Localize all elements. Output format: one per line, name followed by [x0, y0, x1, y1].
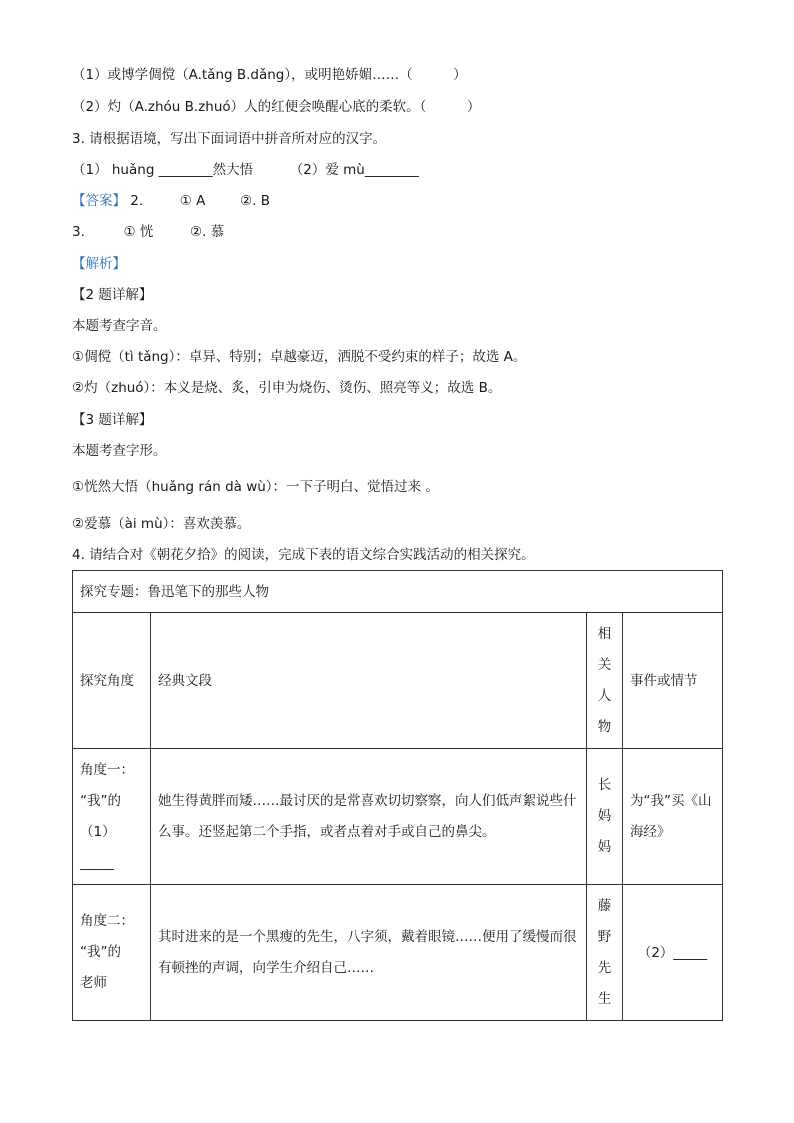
row1-person-char: 妈 — [597, 839, 612, 855]
row1-passage-text: 她生得黄胖而矮……最讨厌的是常喜欢切切察察，向人们低声絮说些什么事。还竖起第二个手指，或者点着对手或自己的鼻尖。 — [158, 792, 577, 840]
q2-detail-heading: 【2 题详解】 — [72, 287, 153, 303]
row2-passage — [151, 885, 587, 1021]
row2-angle-line: 老师 — [80, 975, 107, 991]
row2-person-char: 先 — [597, 959, 612, 976]
header-person-char: 相 — [597, 625, 612, 642]
analysis-tag: 【解析】 — [72, 256, 126, 272]
row1-event — [623, 749, 723, 885]
table-row — [73, 749, 723, 885]
q3-detail-heading: 【3 题详解】 — [72, 412, 153, 428]
row1-angle-blank: _____ — [80, 854, 114, 871]
answer-line-1 — [72, 191, 270, 211]
header-person-char: 关 — [597, 656, 612, 673]
row2-angle-line: “我”的 — [80, 944, 121, 960]
row2-angle-line: 角度二： — [80, 913, 134, 929]
table-topic: 探究专题：鲁迅笔下的那些人物 — [73, 571, 723, 613]
row2-event: （2）_____ — [623, 885, 723, 1021]
answer-q2-b: ②. B — [240, 193, 270, 209]
row2-passage-text: 其时进来的是一个黑瘦的先生，八字须，戴着眼镜……便用了缓慢而很有顿挫的声调，向学生介绍自己…… — [158, 928, 577, 976]
table-header-row — [73, 613, 723, 749]
answer-q3-b: ②. 慕 — [189, 224, 225, 240]
answer-tag: 【答案】 — [72, 193, 126, 209]
header-person-char: 人 — [597, 687, 612, 704]
q4-stem: 4. 请结合对《朝花夕拾》的阅读，完成下表的语文综合实践活动的相关探究。 — [72, 547, 535, 563]
header-person — [587, 613, 623, 749]
row2-person-char: 生 — [597, 990, 612, 1007]
header-passage: 经典文段 — [151, 613, 587, 749]
q2-detail-intro: 本题考查字音。 — [72, 318, 167, 334]
q2-detail-p2: ②灼（zhuó）：本义是烧、炙，引申为烧伤、烫伤、照亮等义；故选 B。 — [72, 380, 502, 396]
row1-event-text: 为“我”买《山海经》 — [630, 792, 712, 840]
row1-person-char: 长 — [597, 777, 612, 793]
header-angle: 探究角度 — [73, 613, 151, 749]
row2-angle — [73, 885, 151, 1021]
q3-items — [72, 160, 419, 180]
row1-person — [587, 749, 623, 885]
q3-item-2: （2）爱 mù________ — [289, 162, 419, 178]
answer-q2-a: ① A — [179, 193, 206, 209]
row1-passage — [151, 749, 587, 885]
row1-person-char: 妈 — [597, 808, 612, 824]
row2-person — [587, 885, 623, 1021]
answer-q3-prefix: 3. — [72, 224, 85, 240]
q3-detail-p2: ②爱慕（ài mù）：喜欢羡慕。 — [72, 516, 251, 532]
q2-detail-p1: ①倜傥（tì tǎng）：卓异、特别；卓越豪迈，洒脱不受约束的样子；故选 A。 — [72, 349, 527, 365]
row2-person-char: 野 — [597, 928, 612, 945]
q3-item-1: （1） huǎng ________然大悟 — [72, 162, 254, 178]
row1-angle-line: （1） — [80, 823, 116, 840]
header-person-char: 物 — [597, 718, 612, 735]
table-topic-row — [73, 571, 723, 613]
q3-detail-intro: 本题考查字形。 — [72, 443, 167, 459]
row1-angle-line: 角度一： — [80, 761, 134, 778]
answer-q2-prefix: 2. — [130, 193, 144, 209]
answer-line-2 — [72, 222, 224, 242]
header-event: 事件或情节 — [623, 613, 723, 749]
row2-person-char: 藤 — [597, 897, 612, 914]
inquiry-table — [72, 570, 723, 1021]
answer-q3-a: ① 恍 — [123, 224, 154, 240]
q2-item-1: （1）或博学倜傥（A.tǎng B.dǎng），或明艳娇媚……（ ） — [72, 67, 467, 83]
table-row — [73, 885, 723, 1021]
q3-stem: 3. 请根据语境，写出下面词语中拼音所对应的汉字。 — [72, 131, 387, 147]
q2-item-2: （2）灼（A.zhóu B.zhuó）人的红便会唤醒心底的柔软。（ ） — [72, 99, 481, 115]
row1-angle — [73, 749, 151, 885]
q3-detail-p1: ①恍然大悟（huǎng rán dà wù）：一下子明白、觉悟过来 。 — [72, 479, 439, 495]
row1-angle-line: “我”的 — [80, 792, 121, 809]
